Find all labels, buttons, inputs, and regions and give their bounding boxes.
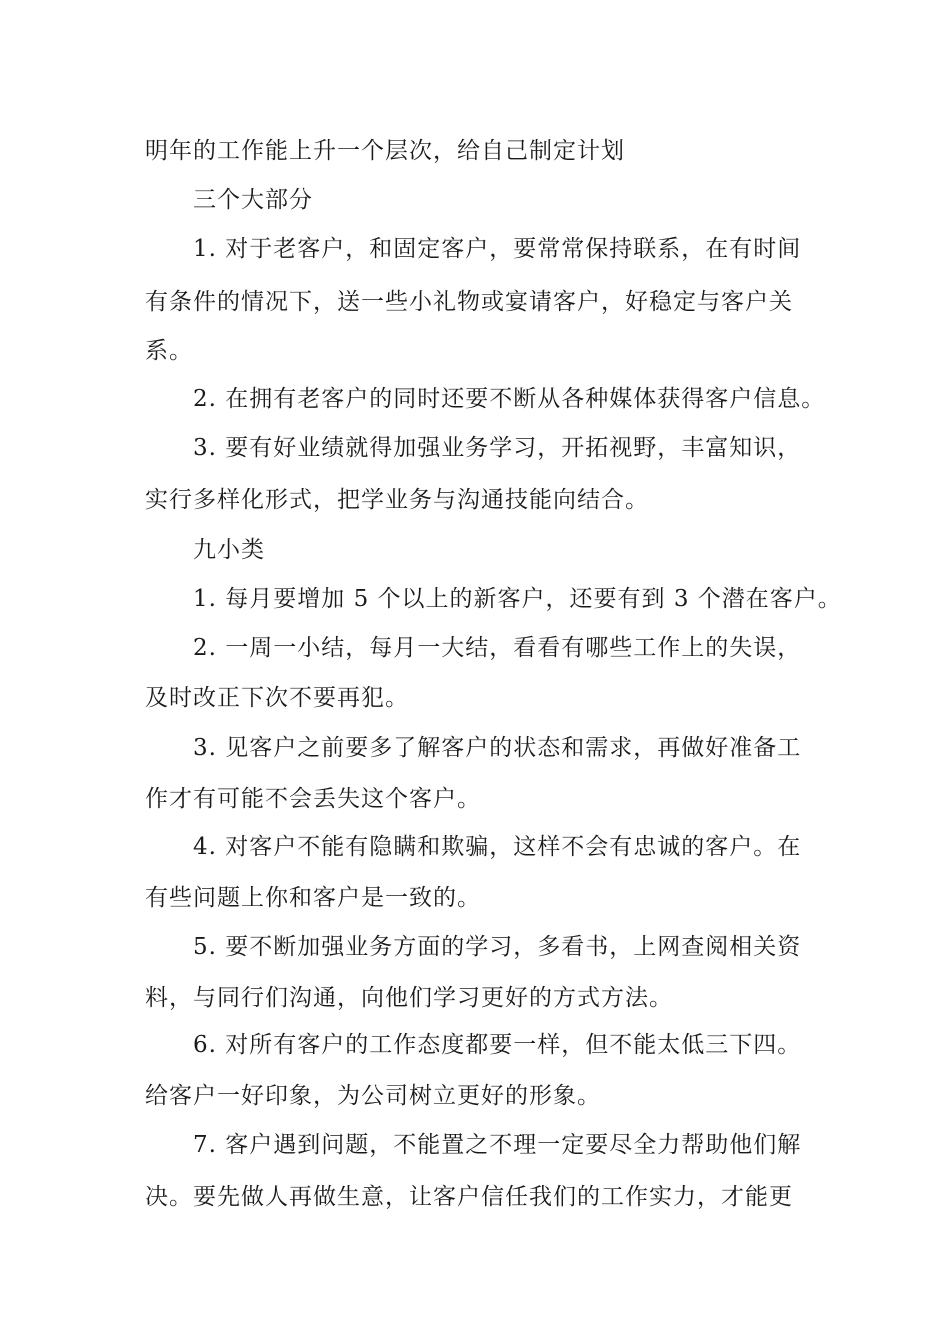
paragraph-line: 5. 要不断加强业务方面的学习，多看书，上网查阅相关资 — [193, 934, 802, 960]
paragraph-line: 4. 对客户不能有隐瞒和欺骗，这样不会有忠诚的客户。在 — [193, 834, 802, 860]
paragraph-line: 2. 一周一小结，每月一大结，看看有哪些工作上的失误， — [193, 635, 802, 661]
paragraph-line: 实行多样化形式，把学业务与沟通技能向结合。 — [145, 487, 649, 513]
paragraph-line: 决。要先做人再做生意，让客户信任我们的工作实力，才能更 — [145, 1184, 793, 1210]
paragraph-line: 1. 对于老客户，和固定客户，要常常保持联系，在有时间 — [193, 236, 802, 262]
section-heading: 三个大部分 — [193, 187, 313, 213]
paragraph-line: 2. 在拥有老客户的同时还要不断从各种媒体获得客户信息。 — [193, 386, 826, 412]
paragraph-line: 明年的工作能上升一个层次，给自己制定计划 — [145, 138, 625, 164]
paragraph-line: 7. 客户遇到问题，不能置之不理一定要尽全力帮助他们解 — [193, 1132, 802, 1158]
paragraph-line: 系。 — [145, 338, 193, 364]
paragraph-line: 给客户一好印象，为公司树立更好的形象。 — [145, 1083, 601, 1109]
paragraph-line: 6. 对所有客户的工作态度都要一样，但不能太低三下四。 — [193, 1032, 802, 1058]
section-heading: 九小类 — [193, 537, 265, 563]
paragraph-line: 3. 要有好业绩就得加强业务学习，开拓视野，丰富知识， — [193, 435, 802, 461]
paragraph-line: 1. 每月要增加 5 个以上的新客户，还要有到 3 个潜在客户。 — [193, 586, 842, 612]
paragraph-line: 料，与同行们沟通，向他们学习更好的方式方法。 — [145, 985, 673, 1011]
paragraph-line: 作才有可能不会丢失这个客户。 — [145, 786, 481, 812]
paragraph-line: 及时改正下次不要再犯。 — [145, 685, 409, 711]
paragraph-line: 3. 见客户之前要多了解客户的状态和需求，再做好准备工 — [193, 735, 802, 761]
paragraph-line: 有条件的情况下，送一些小礼物或宴请客户，好稳定与客户关 — [145, 289, 793, 315]
paragraph-line: 有些问题上你和客户是一致的。 — [145, 885, 481, 911]
